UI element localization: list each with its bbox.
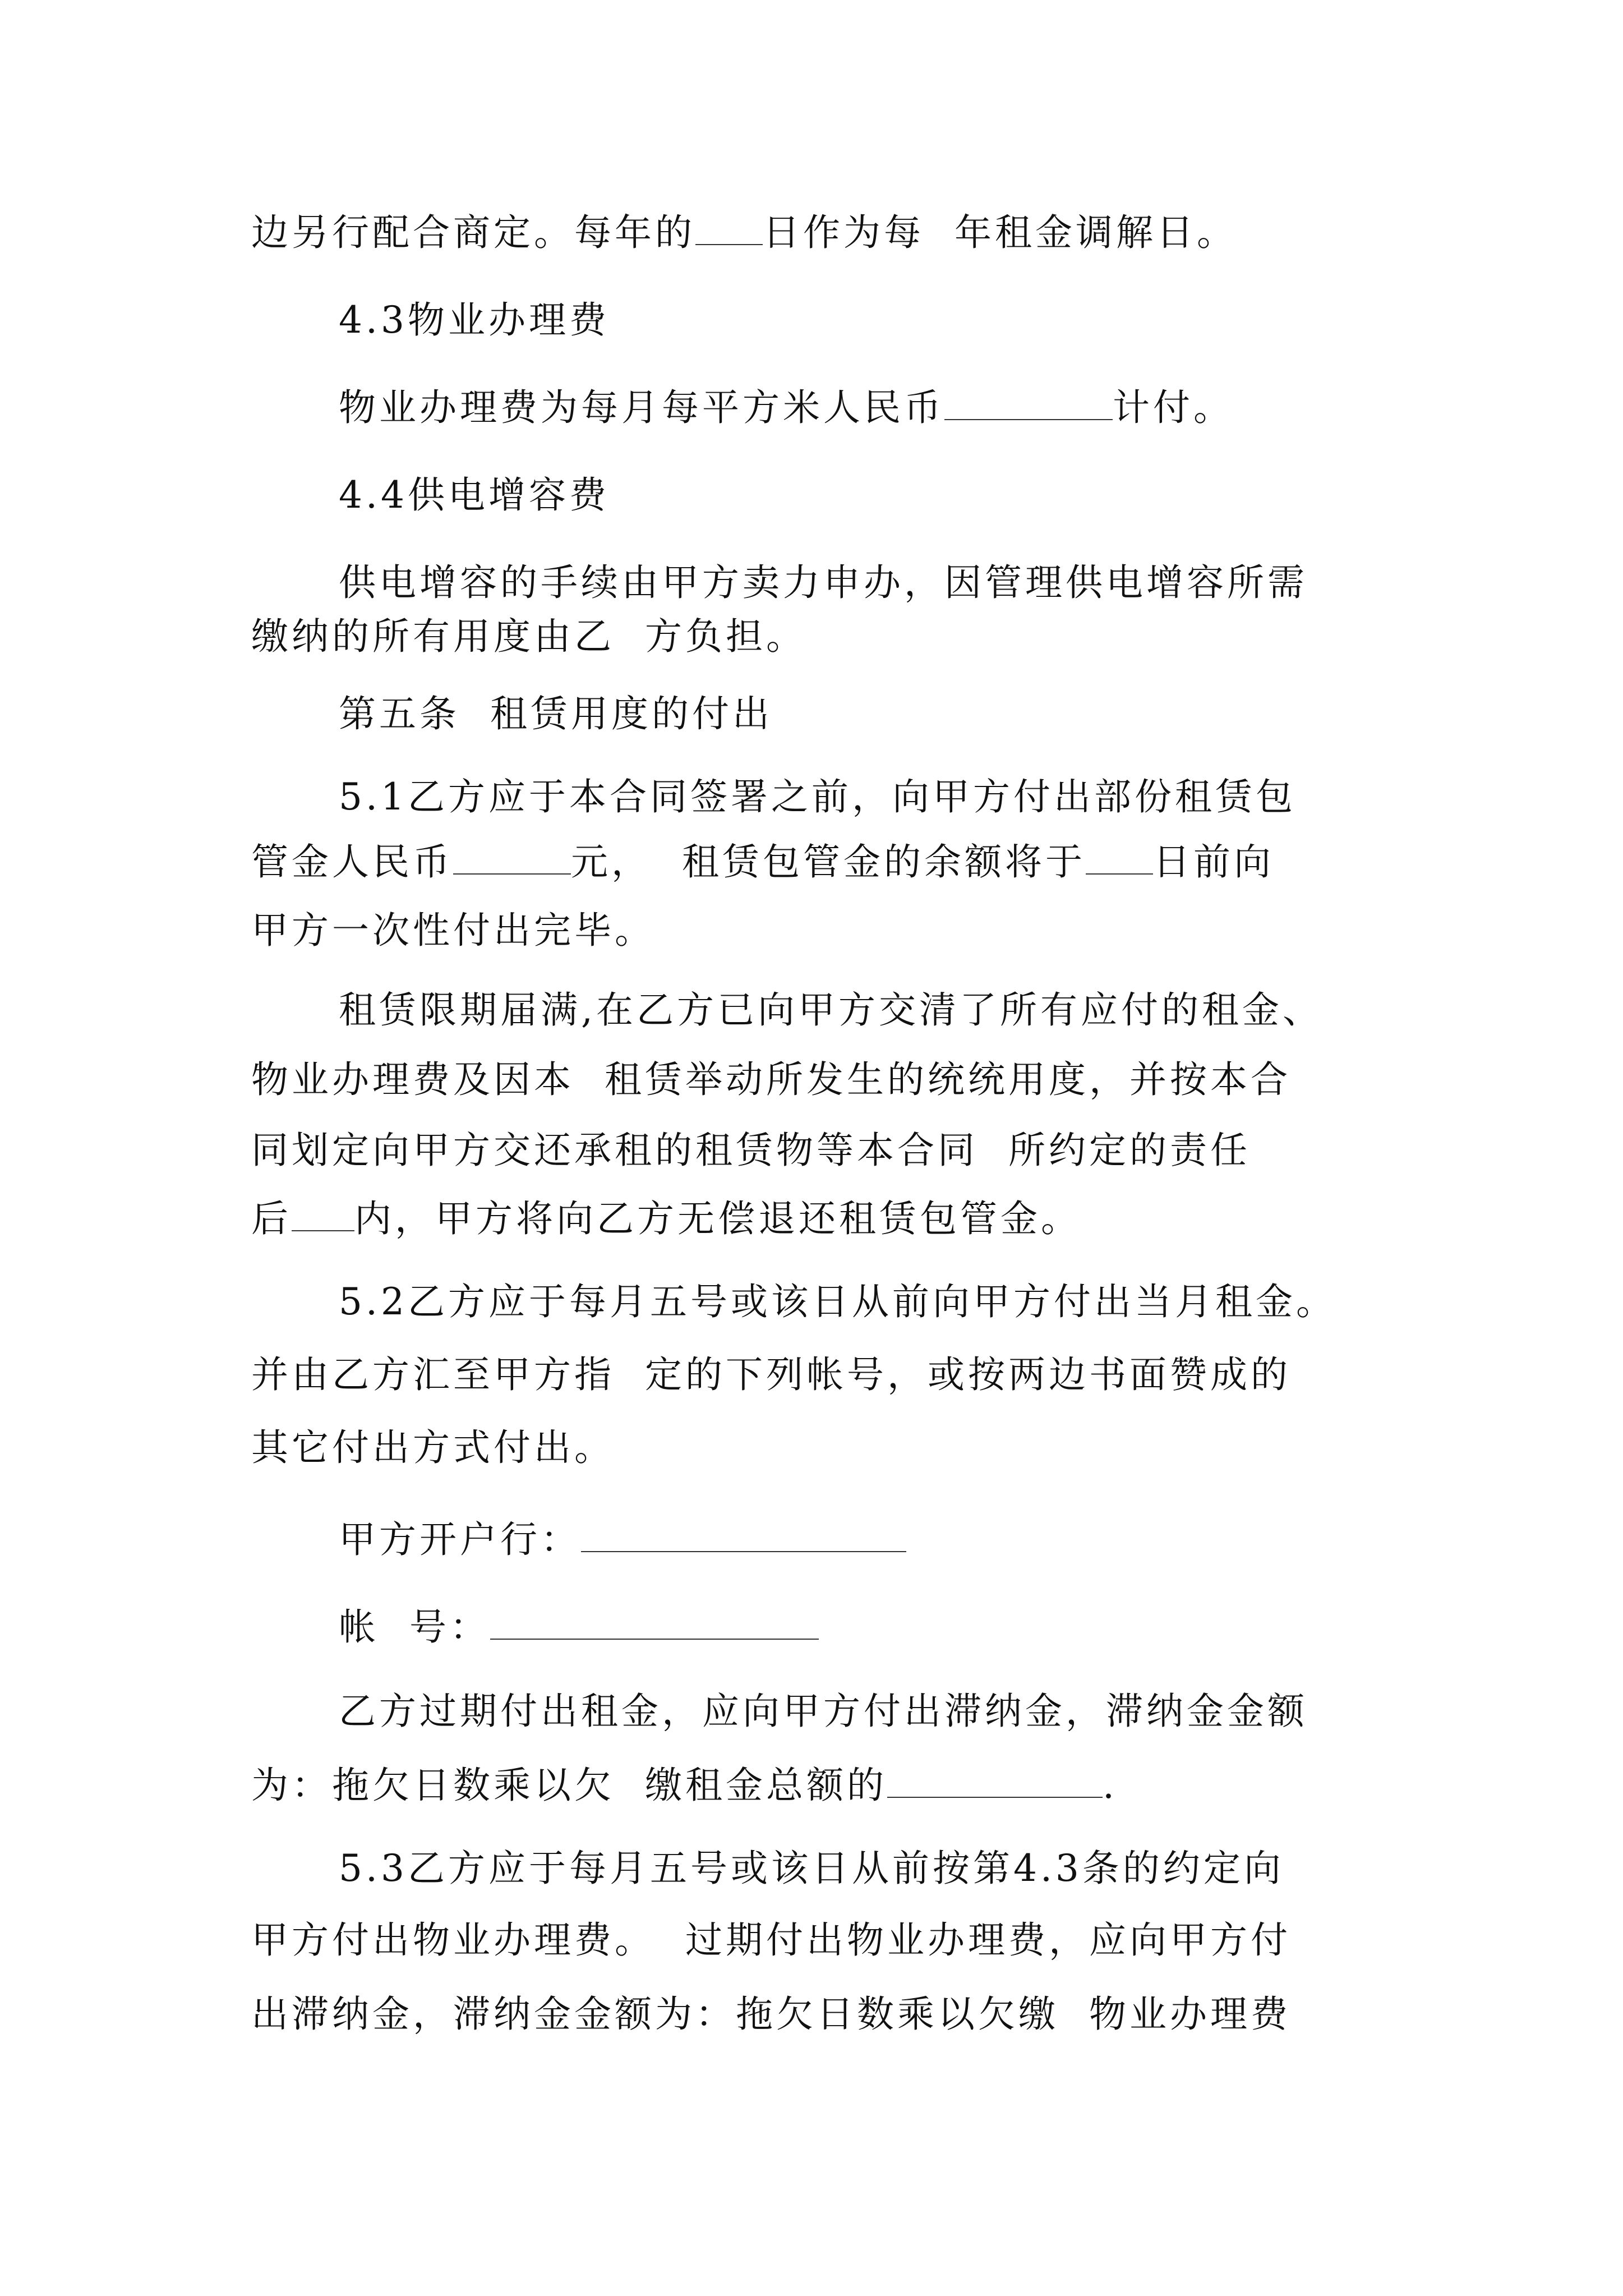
text-line <box>339 1277 1336 1327</box>
text-line <box>251 611 806 662</box>
text-line <box>251 905 655 956</box>
text-segment: 物业办理费及因本 租赁举动所发生的统统用度，并按本合 <box>251 1058 1291 1101</box>
field-label: 帐 号： <box>339 1605 490 1649</box>
text-line <box>339 383 1234 433</box>
section-heading <box>339 470 610 521</box>
text-segment: 5.3乙方应于每月五号或该日从前按第4.3条的约定向 <box>339 1847 1284 1890</box>
text-segment: 并由乙方汇至甲方指 定的下列帐号，或按两边书面赞成的 <box>251 1353 1291 1396</box>
text-segment: 元， 租赁包管金的余额将于 <box>571 840 1086 884</box>
text-line <box>251 1760 1118 1811</box>
text-segment: 计付。 <box>1113 386 1234 429</box>
text-segment: 出滞纳金，滞纳金金额为：拖欠日数乘以欠缴 物业办理费 <box>251 1993 1291 2036</box>
text-segment: 乙方过期付出租金，应向甲方付出滞纳金，滞纳金金额 <box>339 1690 1308 1733</box>
fill-blank <box>944 384 1113 420</box>
text-segment: 边另行配合商定。每年的 <box>251 211 695 254</box>
text-line <box>339 1843 1284 1894</box>
text-line <box>339 1686 1308 1737</box>
text-segment: 管金人民币 <box>251 840 453 884</box>
text-segment: 日作为每 年租金调解日。 <box>763 211 1237 254</box>
text-segment: 甲方一次性付出完毕。 <box>251 909 655 952</box>
text-line <box>251 1350 1291 1400</box>
text-segment: 5.2乙方应于每月五号或该日从前向甲方付出当月租金。 <box>339 1280 1336 1323</box>
account-field <box>339 1602 819 1653</box>
text-line <box>251 1915 1291 1966</box>
fill-blank <box>887 1762 1103 1798</box>
text-line <box>251 208 1237 258</box>
fill-blank <box>453 839 571 875</box>
text-segment: 缴纳的所有用度由乙 方负担。 <box>251 615 806 658</box>
text-line <box>251 1055 1291 1105</box>
text-line <box>251 1989 1291 2040</box>
text-line <box>339 772 1296 822</box>
field-label: 甲方开户行： <box>339 1518 581 1561</box>
fill-blank <box>695 209 763 245</box>
text-segment: 4.3物业办理费 <box>339 298 610 342</box>
text-line <box>339 985 1323 1036</box>
section-heading <box>339 295 610 346</box>
fill-blank <box>581 1516 906 1552</box>
bank-field <box>339 1515 906 1565</box>
text-segment: 物业办理费为每月每平方米人民币 <box>339 386 944 429</box>
text-segment: 内，甲方将向乙方无偿退还租赁包管金。 <box>354 1197 1081 1240</box>
text-segment: 5.1乙方应于本合同签署之前，向甲方付出部份租赁包 <box>339 775 1296 818</box>
text-segment: 租赁限期届满,在乙方已向甲方交清了所有应付的租金、 <box>339 988 1323 1032</box>
text-line <box>339 558 1308 608</box>
text-segment: 第五条 租赁用度的付出 <box>339 692 773 735</box>
text-segment: 甲方付出物业办理费。 过期付出物业办理费，应向甲方付 <box>251 1918 1291 1962</box>
text-segment: 日前向 <box>1152 840 1274 884</box>
text-segment: 后 <box>251 1197 292 1240</box>
text-segment: 4.4供电增容费 <box>339 473 610 517</box>
fill-blank <box>292 1195 354 1231</box>
text-segment: 为：拖欠日数乘以欠 缴租金总额的 <box>251 1764 887 1807</box>
text-line <box>251 1125 1251 1176</box>
text-line <box>251 837 1274 887</box>
text-segment: 同划定向甲方交还承租的租赁物等本合同 所约定的责任 <box>251 1129 1251 1172</box>
fill-blank <box>1086 839 1153 875</box>
text-line <box>251 1194 1081 1244</box>
fill-blank <box>490 1604 819 1640</box>
text-line <box>251 1423 615 1473</box>
text-segment: . <box>1102 1764 1118 1807</box>
text-segment: 其它付出方式付出。 <box>251 1426 615 1469</box>
text-segment: 供电增容的手续由甲方卖力申办，因管理供电增容所需 <box>339 561 1308 604</box>
article-heading <box>339 689 773 739</box>
